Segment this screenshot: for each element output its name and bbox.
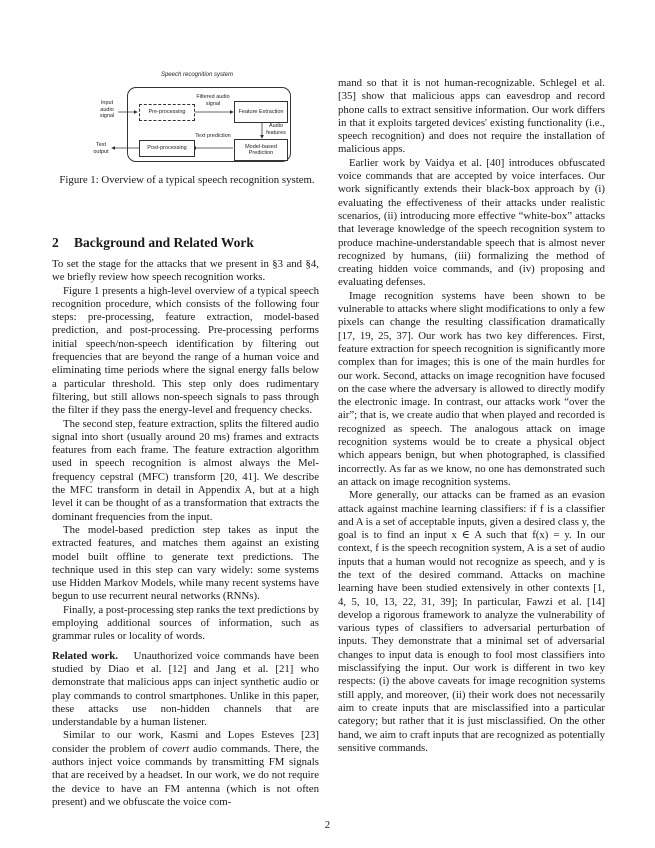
- figure-title: Speech recognition system: [160, 72, 234, 78]
- paragraph: Image recognition systems have been shown to be vulnerable to attacks where slight modifications to only a few pixels can change the resulting classification dramatically [17, 19, 25, 37]. Our work has two key differences. First, feature extraction for speech recognition is significantly more complex than for images; this is one of the main hurdles for our work. Second, attacks on image recognition have focused on the case where the adversary is allowed to directly modify the electronic image. In contrast, our attacks work “over the air”; that is, we create audio that when played and recorded is recognized as speech. The analogous attack on image recognition systems would be to create a physical object which appears benign, but when photographed, is classified incorrectly. As far as we know, no one has demonstrated such an attack on image recognition systems.: [338, 289, 605, 488]
- emphasis: covert: [162, 742, 190, 755]
- section-number: 2: [52, 235, 59, 250]
- preprocessing-block: Pre-processing: [139, 104, 195, 121]
- postprocessing-block: Post-processing: [139, 140, 195, 157]
- speech-recognition-diagram: [82, 72, 312, 168]
- page-number: 2: [324, 819, 331, 831]
- text-run: Similar to our work, Kasmi and Lopes Esteves [23] consider the problem of: [52, 729, 319, 755]
- related-work-heading: Related work.: [52, 649, 118, 662]
- paragraph: [52, 729, 319, 809]
- right-column: [338, 77, 605, 755]
- section-title: Background and Related Work: [74, 235, 254, 250]
- text-prediction-label: Text prediction: [195, 133, 231, 139]
- related-work-text: Unauthorized voice commands have been studied by Diao et al. [12] and Jang et al. [21] who demonstrate that malicious apps can inject synthetic audio or play commands to control smartphones. Unlike in this paper, these attacks use non-hidden channels that are understandable by a human listener.: [52, 649, 320, 729]
- paragraph: The second step, feature extraction, splits the filtered audio signal into short (usually around 20 ms) frames and extracts features from each frame. The feature extraction algorithm used in speech recognition is almost always the Mel-frequency cepstral (MFC) transform [20, 41]. We describe the MFC transform in detail in Appendix A, but at a high level it can be thought of as a transformation that extracts the dominant frequencies from the input.: [52, 417, 319, 523]
- feature-extraction-block: Feature Extraction: [234, 101, 288, 123]
- left-column: [52, 258, 319, 809]
- paragraph: More generally, our attacks can be framed as an evasion attack against machine learning classifiers: if f is a classifier and A is a set of acceptable inputs, given a desired class y, the goal is to find an input x ∈ A such that f(x) = y. In our context, f is the speech recognition system, A is a set of audio inputs that a human would not recognize as speech, and y is the text of the desired command. Attacks on machine learning have been studied extensively in other contexts [1, 4, 5, 10, 13, 22, 31, 39]; In particular, Fawzi et al. [14] develop a rigorous framework to analyze the vulnerability of various types of classifiers to adversarial perturbation of inputs. They demonstrate that a minimal set of adversarial changes to input data is enough to fool most classifiers into misclassifying the input. Our work is different in two key respects: (i) the above caveats for image recognition systems still apply, and moreover, (ii) their work does not necessarily aim to create inputs that are misclassified into a particular category; but rather that it is just misclassified. On the other hand, we aim to craft inputs that are recognized as potentially sensitive commands.: [338, 489, 605, 754]
- paragraph: The model-based prediction step takes as input the extracted features, and matches them against an existing model built offline to generate text predictions. The technique used in this step can vary widely: some systems use Hidden Markov Models, while many recent systems have begun to use recurrent neural networks (RNNs).: [52, 523, 319, 603]
- figure-caption: Figure 1: Overview of a typical speech recognition system.: [59, 174, 315, 186]
- paragraph: Finally, a post-processing step ranks the text predictions by employing additional sources of information, such as grammar rules or locality of words.: [52, 603, 319, 643]
- text-run: audio commands. There, the authors inject voice commands by transmitting FM signals that are received by a headset. In our work, we do not require the device to have an FM antenna (which is not often present) and we obfuscate the voice com-: [52, 742, 319, 808]
- model-prediction-block: Model-based Prediction: [234, 139, 288, 161]
- paragraph: Figure 1 presents a high-level overview of a typical speech recognition procedure, which consists of the following four steps: pre-processing, feature extraction, model-based prediction, and post-processing. Pre-processing performs initial speech/non-speech identification by filtering out frequencies that are beyond the range of a human voice and eliminating time periods where the signal energy falls below a particular threshold. This step only does rudimentary filtering, but still allows non-speech signals to pass through the filter if they pass the energy-level and frequency checks.: [52, 284, 319, 417]
- input-label: Input audio signal: [99, 100, 115, 119]
- paragraph: Earlier work by Vaidya et al. [40] introduces obfuscated voice commands that are accepted by voice interfaces. Our work significantly extends their black-box approach by (i) evaluating the effectiveness of their attacks under realistic scenarios, (ii) introducing more effective “white-box” attacks that leverage knowledge of the speech recognition system to produce machine-understandable speech that is almost never recognized by humans, (iii) formalizing the method of creating hidden voice commands, and (iv) proposing and evaluating defenses.: [338, 156, 605, 289]
- text-output-label: Text output: [93, 142, 109, 155]
- audio-features-label: Audio features: [266, 123, 286, 136]
- section-heading: [52, 235, 254, 251]
- filtered-signal-label: Filtered audio signal: [196, 94, 230, 107]
- related-work-paragraph: [52, 650, 319, 730]
- paragraph: mand so that it is not human-recognizable. Schlegel et al. [35] show that malicious apps can eavesdrop and record phone calls to extract sensitive information. Our work differs in that it exploits targeted devices' existing functionality (i.e., speech recognition) and does not require the installation of malicious apps.: [338, 77, 605, 156]
- paragraph: To set the stage for the attacks that we present in §3 and §4, we briefly review how speech recognition works.: [52, 258, 319, 284]
